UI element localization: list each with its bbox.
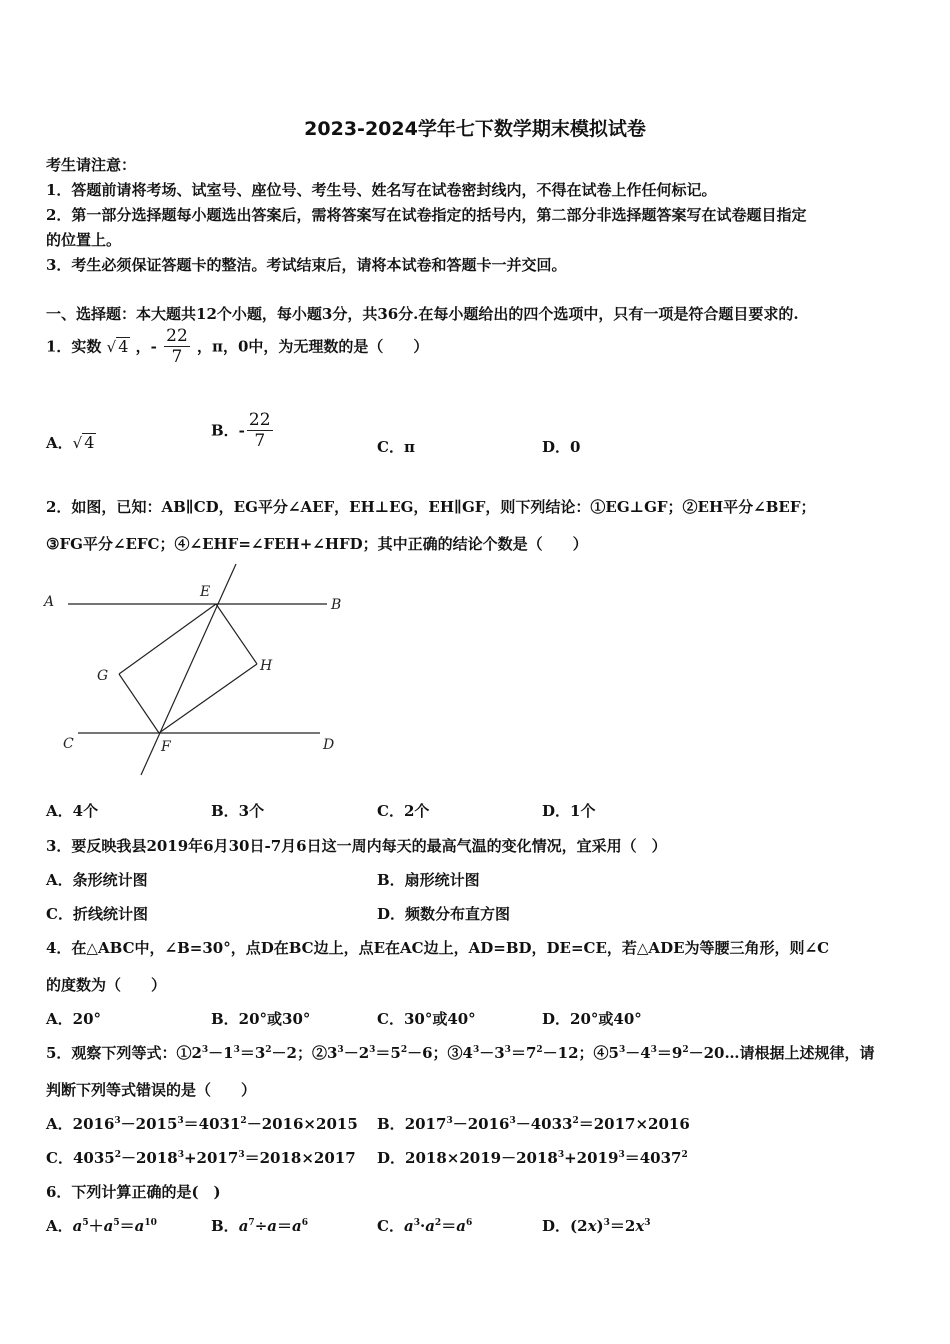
segment-hf bbox=[159, 664, 257, 733]
label-b: B bbox=[331, 597, 342, 613]
q5-option-b: B．$2017^3-2016^3-4033^2=2017\times 2016$ bbox=[377, 1115, 690, 1133]
q6-option-a: A．$a^5+a^5=a^{10}$ bbox=[46, 1217, 157, 1235]
q1-option-d: D．0 bbox=[542, 438, 581, 456]
notice-item-2: 2．第一部分选择题每小题选出答案后，需将答案写在试卷指定的括号内，第二部分非选择题答案写在试卷题目指定 bbox=[46, 206, 807, 224]
q1-sqrt: √ 4 bbox=[106, 336, 129, 356]
q4-option-a: A．20° bbox=[46, 1010, 102, 1028]
question-1 bbox=[46, 326, 428, 367]
label-h: H bbox=[260, 658, 273, 674]
notice-item-1: 1．答题前请将考场、试室号、座位号、考生号、姓名写在试卷密封线内，不得在试卷上作任何标记。 bbox=[46, 181, 717, 199]
question-4-line2: 的度数为（ ） bbox=[46, 976, 167, 994]
section-heading: 一、选择题：本大题共12个小题，每小题3分，共36分.在每小题给出的四个选项中，只有一项是符合题目要求的. bbox=[46, 305, 799, 323]
segment-eh bbox=[216, 604, 257, 664]
question-2-line1: 2．如图，已知：AB∥CD，EG平分∠AEF，EH⊥EG，EH∥GF，则下列结论：①EG⊥GF；②EH平分∠BEF； bbox=[46, 498, 816, 516]
q2-option-c: C．2个 bbox=[377, 802, 430, 820]
q5-option-a: A．$2016^3-2015^3=4031^2-2016\times 2015$ bbox=[46, 1115, 358, 1133]
label-d: D bbox=[323, 737, 335, 753]
q1-suffix: ，π，0中，为无理数的是（ ） bbox=[197, 337, 429, 356]
q6-option-b: B．$a^7\div a=a^6$ bbox=[211, 1217, 309, 1235]
q3-option-a: A．条形统计图 bbox=[46, 871, 148, 889]
page-title: 2023-2024学年七下数学期末模拟试卷 bbox=[304, 118, 646, 140]
notice-item-3: 3．考生必须保证答题卡的整洁。考试结束后，请将本试卷和答题卡一并交回。 bbox=[46, 256, 567, 274]
label-e: E bbox=[200, 584, 211, 600]
q4-option-d: D．20°或40° bbox=[542, 1010, 642, 1028]
segment-gf bbox=[119, 674, 159, 733]
q6-option-c: C．$a^3\cdot a^2=a^6$ bbox=[377, 1217, 473, 1235]
notice-item-2-cont: 的位置上。 bbox=[46, 231, 122, 249]
label-a: A bbox=[44, 594, 55, 610]
q5-option-c: C．$4035^2-2018^3+2017^3=2018\times 2017$ bbox=[46, 1149, 356, 1167]
question-2-line2: ③FG平分∠EFC；④∠EHF=∠FEH+∠HFD；其中正确的结论个数是（ ） bbox=[46, 535, 588, 553]
transversal-ef bbox=[141, 564, 236, 775]
q1-fraction: $\frac{22}{7}$ bbox=[166, 326, 188, 367]
question-3: 3．要反映我县2019年6月30日-7月6日这一周内每天的最高气温的变化情况，宜采用（ ） bbox=[46, 837, 667, 855]
q6-option-d: D．$(2x)^3=2x^3$ bbox=[542, 1217, 651, 1235]
label-c: C bbox=[63, 736, 74, 752]
q4-option-b: B．20°或30° bbox=[211, 1010, 311, 1028]
q2-option-b: B．3个 bbox=[211, 802, 265, 820]
label-f: F bbox=[161, 739, 171, 755]
q3-option-d: D．频数分布直方图 bbox=[377, 905, 511, 923]
question-4-line1: 4．在△ABC中，∠B=30°，点D在BC边上，点E在AC边上，AD=BD，DE=CE，若△ADE为等腰三角形，则∠C bbox=[46, 939, 830, 957]
question-5-line1: 5．观察下列等式：$①2^3-1^3=3^2-2$；$②3^3-2^3=5^2-6$；$③4^3-3^3=7^2-12$；$④5^3-4^3=9^2-20\dots$请根据上述规律，请 bbox=[46, 1044, 875, 1062]
q1-option-a: A．√ 4 bbox=[46, 433, 95, 452]
label-g: G bbox=[97, 668, 109, 684]
q3-option-b: B．扇形统计图 bbox=[377, 871, 480, 889]
q1-option-c: C．π bbox=[377, 438, 415, 456]
question-5-line2: 判断下列等式错误的是（ ） bbox=[46, 1081, 257, 1099]
notice-header: 考生请注意： bbox=[46, 156, 137, 174]
q4-option-c: C．30°或40° bbox=[377, 1010, 476, 1028]
q5-option-d: D．$2018\times 2019-2018^3+2019^3=4037^2$ bbox=[377, 1149, 688, 1167]
q1-sep: ，- bbox=[135, 337, 157, 356]
q2-option-a: A．4个 bbox=[46, 802, 99, 820]
q1-prefix: 1．实数 bbox=[46, 337, 102, 356]
q2-geometry-figure bbox=[40, 558, 360, 783]
q3-option-c: C．折线统计图 bbox=[46, 905, 148, 923]
segment-eg bbox=[119, 604, 216, 674]
question-6: 6．下列计算正确的是( ) bbox=[46, 1183, 221, 1201]
q1-option-b: B．- $\frac{22}{7}$ bbox=[211, 410, 271, 451]
q2-option-d: D．1个 bbox=[542, 802, 596, 820]
